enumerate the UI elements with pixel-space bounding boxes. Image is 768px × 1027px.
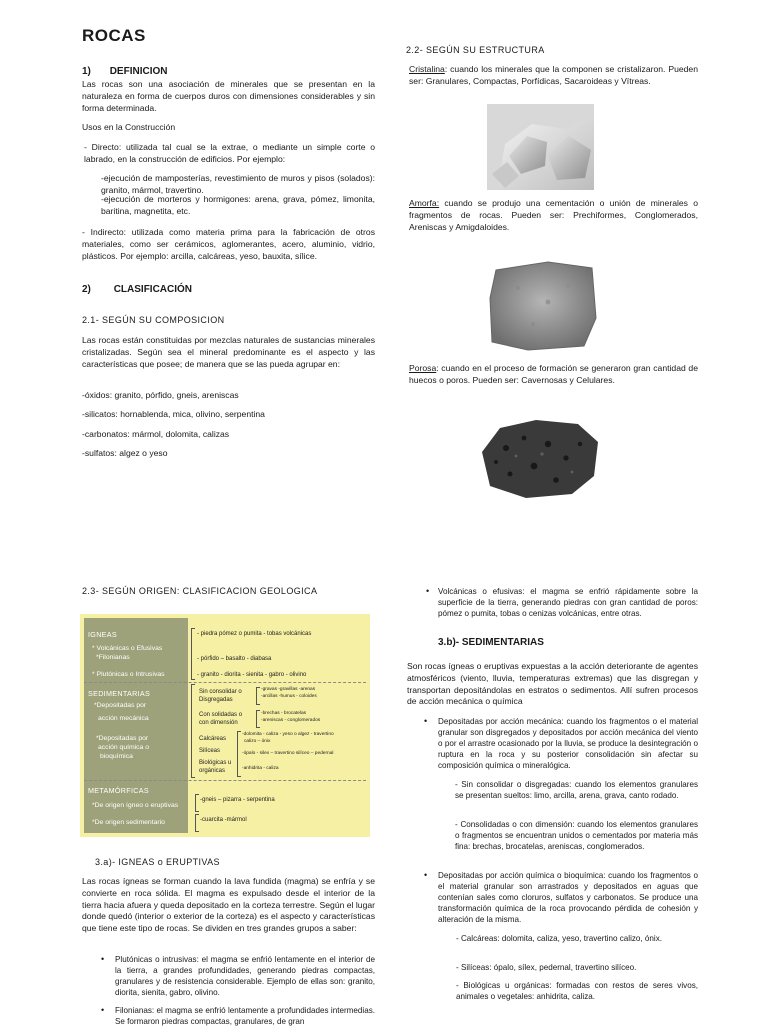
table-sed-sin-consolidar: Sin consolidar o [199,689,242,695]
biologicas-text: - Biológicas u orgánicas: formadas con restos de seres vivos, animales o vegetales: anhidrita, caliza. [456,981,698,1001]
composicion-item: -óxidos: granito, pórfido, gneis, areniscas [82,390,239,400]
estructura-heading: 2.2- SEGÚN SU ESTRUCTURA [406,45,545,55]
sin-consolidar-text: - Sin consolidar o disgregadas: cuando los elementos granulares se presentan sueltos: limo, arcilla, arena, grava, canto rodado. [455,780,698,800]
bullet: • [424,716,428,726]
bullet: • [424,870,428,880]
table-sed-mecanica: *Depositadas por [94,702,147,709]
sedimentarias-heading: 3.b)- SEDIMENTARIAS [438,637,544,648]
definicion-number: 1) [82,66,91,77]
table-brace [256,687,260,705]
table-sed-consolidadas-2: con dimensión [199,720,238,726]
table-met-row: -gneis – pizarra - serpentina [200,797,275,803]
table-brace [191,684,195,778]
directo-paragraph: - Directo: utilizada tal cual se la extrae, o mediante un simple corte o labrado, en la construcción de edificios. Por ejemplo: [84,142,375,164]
table-metamorficas-header: METAMÓRFICAS [88,786,149,795]
table-sed-row: -dolomita - caliza - yeso o algez - travertino [242,732,334,737]
plutonicas-text: Plutónicas o intrusivas: el magma se enfrió lentamente en el interior de la tierra, a grandes profundidades, generando piedras compactas, granulares y de resistencia considerable. Ejemplo de ellas son: granito, diorita, sienita, gabro, olivino. [115,955,375,997]
indirecto-paragraph: - Indirecto: utilizada como materia prima para la fabricación de otros materiales, como ser cerámicos, aglomerantes, acero, aluminio, vidrio, plásticos. Por ejemplo: arcilla, calcáreas, yeso, bauxita, sílice. [82,227,375,261]
table-divider [84,682,366,683]
table-sed-consolidadas: Con solidadas o [199,712,243,718]
mecanica-text: Depositadas por acción mecánica: cuando los fragmentos o el material granular son disgregados y depositados por acción mecánica del viento o por el arrastre ocasionado por la lluvia, se produce la desintegración o ruptura en la roca y su posterior consolidación sin afectar su composición química o mineralógica. [438,717,698,770]
volcanicas-list-item [426,586,698,619]
consolidadas-text: - Consolidadas o con dimensión: cuando los elementos granulares o fragmentos se encuentran unidos o cementados por materia más fina: brechas, brocatelas, areniscas, conglomerados. [455,820,698,851]
sedimentarias-list-item [424,716,698,771]
definicion-paragraph: Las rocas son una asociación de minerales que se presentan en la naturaleza en forma de cuerpos duros con dimensiones considerables y sin forma determinada. [82,79,375,113]
table-sed-quimica-3: bioquímica [100,753,133,760]
table-divider [84,780,366,781]
geological-classification-table [80,614,370,837]
crystalline-rock-image [487,104,594,190]
igneas-list-item [101,954,375,998]
quimica-text: Depositadas por acción química o bioquímica: cuando los fragmentos o el material granular son arrastrados y depositados en aguas que contenían sales como cloruros, sulfatos y carbonatos. Se produce una transformación química de la roca provocando pérdida de cohesión y alteración de la misma. [438,871,698,924]
table-sedimentarias-header: SEDIMENTARIAS [88,689,151,698]
origen-heading: 2.3- SEGÚN ORIGEN: CLASIFICACION GEOLOGICA [82,586,318,596]
cristalina-label: Cristalina [409,64,445,74]
table-igneas-row: - pórfido – basalto - diabasa [197,656,272,662]
bullet: • [101,954,105,964]
table-sed-row: -arcillas -humus - coloides [261,694,317,699]
table-met-igneo: *De origen ígneo o eruptivas [92,802,179,809]
usos-label: Usos en la Construcción [82,122,176,132]
siliceas-text: - Silíceas: ópalo, sílex, pedernal, travertino silíceo. [456,963,637,972]
porosa-text: : cuando en el proceso de formación se generaron gran cantidad de huecos o poros. Pueden ser: Cavernosas y Celulares. [409,363,698,385]
table-brace [191,628,195,680]
cristalina-text: : cuando los minerales que la componen se cristalizaron. Pueden ser: Granulares, Compactas, Porfídicas, Sacaroideas y Vítreas. [409,64,698,86]
table-sed-quimica-2: acción química o [98,744,150,751]
clasificacion-title: CLASIFICACIÓN [113,284,193,295]
table-sed-row: -anhidrita - caliza [242,766,279,771]
bullet: • [101,1005,105,1015]
table-brace [195,814,199,832]
table-sed-calcareas: Calcáreas [199,736,227,742]
table-sed-mecanica-2: acción mecánica [98,715,149,722]
clasificacion-heading [82,284,382,295]
porosa-label: Porosa [409,363,437,373]
table-igneas-plutonicas: * Plutónicas o Intrusivas [92,671,165,678]
amorfa-label: Amorfa: [409,198,440,208]
table-sed-row: calizo – ónix [244,739,271,744]
igneas-paragraph: Las rocas ígneas se forman cuando la lava fundida (magma) se enfría y se convierte en roca sólida. El magma es expulsado desde el interior de la tierra hacia afuera y queda depositado en la corteza terrestre. Según el lugar donde quedó (interior o exterior de la corteza) es el aspecto y características que tiene este tipo de rocas. Se dividen en tres grandes grupos a saber: [82,876,375,934]
composicion-item: -silicatos: hornablenda, mica, olivino, serpentina [82,409,265,419]
amorphous-rock-image [488,258,600,354]
sedimentarias-list-item [424,870,698,925]
clasificacion-number: 2) [82,284,91,295]
igneas-heading: 3.a)- IGNEAS o ERUPTIVAS [95,857,220,867]
table-sed-sin-consolidar-2: Disgregadas [199,697,233,703]
composicion-item: -sulfatos: algez o yeso [82,448,168,458]
composicion-paragraph: Las rocas están constituidas por mezclas naturales de sustancias minerales cristalizadas. Según sea el mineral predominante es el aspecto y las características que posee; de manera que se las pueda agrupar en: [82,335,375,369]
example-mamposteria: -ejecución de mamposterías, revestimiento de muros y pisos (solados): granito, mármol, travertino. [101,173,375,195]
sedimentarias-paragraph: Son rocas ígneas o eruptivas expuestas a la acción deteriorante de agentes atmosféricos (viento, lluvia, temperaturas extremas) que las disgregan y transportan depositándolas en estratos o sedimentos. Allí sufren procesos de acción mecánica o química [407,661,698,707]
page-title: ROCAS [82,26,146,45]
porous-rock-image [476,414,603,501]
composicion-item: -carbonatos: mármol, dolomita, calizas [82,429,230,439]
table-sed-biologicas: Biológicas u [199,760,232,766]
table-met-sedimentario: *De origen sedimentario [92,819,165,826]
table-met-row: -cuarcita -mármol [200,817,247,823]
table-sed-row: -gravas -gravillas -arenas [261,687,316,692]
table-igneas-filonianas: *Filonianas [96,654,130,661]
table-sed-siliceas: Silíceas [199,748,221,754]
table-sed-quimica: *Depositadas por [96,735,149,742]
composicion-heading: 2.1- SEGÚN SU COMPOSICION [82,315,225,325]
filonianas-text: Filonianas: el magma se enfrió lentamente a profundidades intermedias. Se formaron piedras compactas, granulares, de gran [115,1006,375,1026]
table-sed-biologicas-2: orgánicas [199,768,226,774]
amorfa-text: cuando se produjo una cementación o unión de minerales o fragmentos de rocas. Pueden ser: Prechiformes, Conglomerados, Areniscas y Amigdaloides. [409,198,698,232]
table-sed-row: -brechas - brocatelas [261,711,307,716]
amorfa-paragraph [409,198,698,233]
table-brace [256,710,260,728]
table-igneas-header: IGNEAS [88,630,117,639]
table-brace [237,731,241,777]
definicion-title: DEFINICION [109,66,168,77]
volcanicas-text: Volcánicas o efusivas: el magma se enfrió rápidamente sobre la superficie de la tierra, generando piedras con gran cantidad de poros: pómez o pumita, tobas o cenizas volcánicas, entre otras. [438,587,698,618]
table-igneas-volcanicas: * Volcánicas o Efusivas [92,645,163,652]
calcareas-text: - Calcáreas: dolomita, caliza, yeso, travertino calizo, ónix. [456,934,663,943]
bullet: • [426,586,430,596]
table-igneas-row: - piedra pómez o pumita - tobas volcánicas [197,631,312,637]
table-sed-row: -ópalo - silex – travertino silíceo – pedernal [242,751,334,756]
porosa-paragraph [409,363,698,387]
definicion-heading [82,66,382,77]
cristalina-paragraph [409,64,698,88]
table-brace [195,794,199,812]
table-igneas-row: - granito - diorita - sienita - gabro - olivino [197,672,307,678]
example-morteros: -ejecución de morteros y hormigones: arena, grava, pómez, limonita, baritina, magnetita, etc. [101,194,375,216]
table-sed-row: -areniscas - conglomerados [261,718,321,723]
